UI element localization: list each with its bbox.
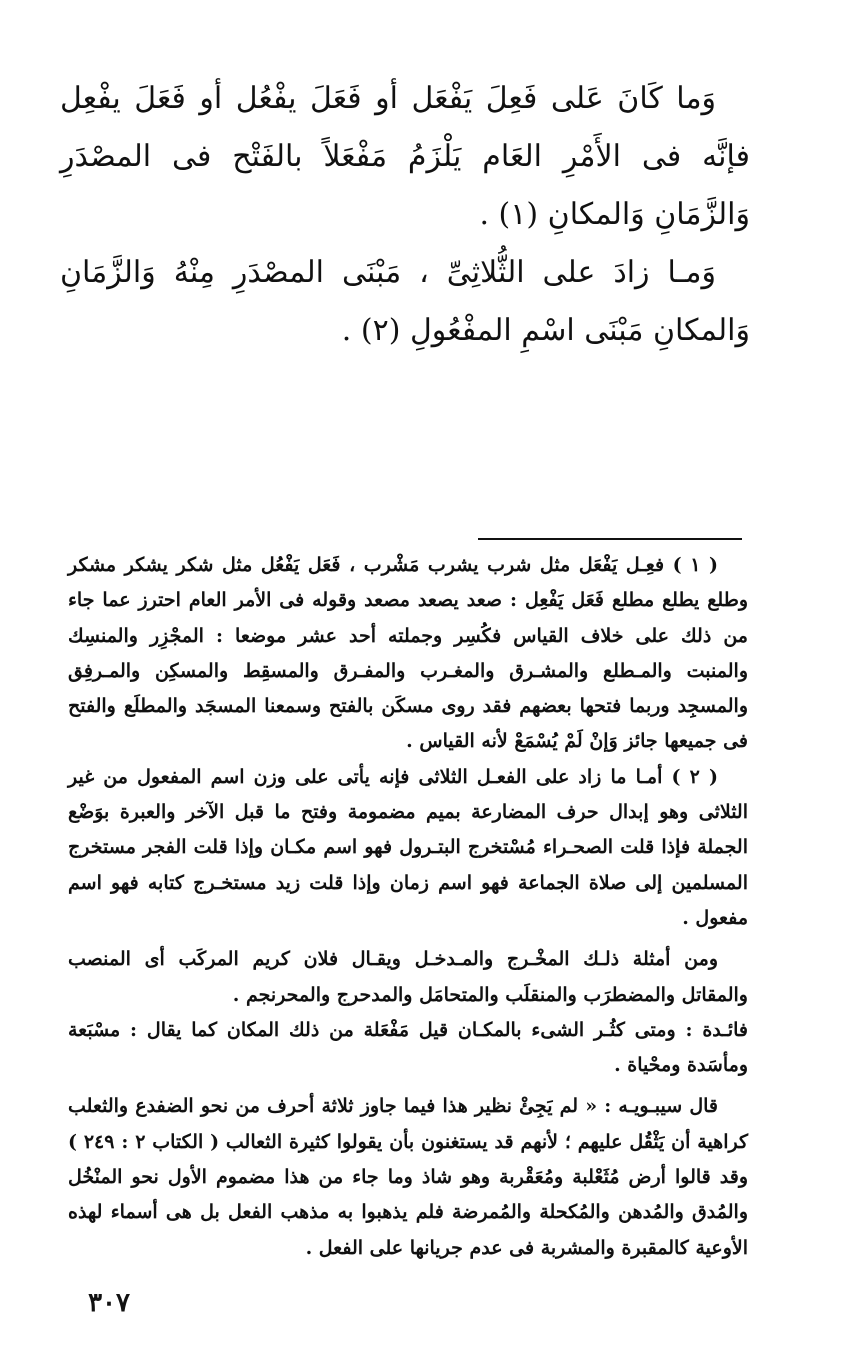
footnote-2: ( ٢ ) أمـا ما زاد على الفعـل الثلاثى فإنه يأتى على وزن اسم المفعول من غير الثلاثى وهو إبدال حرف المضارعة بميم مضمومة وفتح ما قبل الآخر والعبرة بوَضْع الجملة فإذا قلت الصحـراء مُسْتخرج البتـرول فهو اسم مكـان وإذا قلت الفجر مستخرج المسلمين إلى صلاة الجماعة فهو اسم زمان وإذا قلت زيد مستخـرج كتابه فهو اسم مفعول . <box>68 765 748 929</box>
footnote-2-examples: ومن أمثلة ذلـك المخْـرج والمـدخـل ويقـال فلان كريم المركَب أى المنصب والمقاتل والمضطرَب والمنقلَب والمتحامَل والمدحرج والمحرنجم . <box>68 948 748 1006</box>
footnote-2-sibawayh: قال سيبـويـه : « لم يَجِئْ نظير هذا فيما جاوز ثلاثة أحرف من نحو الضفدع والثعلب كراهية أن يَثْقُل عليهم ؛ لأنهم قد يستغنون بأن يقولوا كثيرة الثعالب ( الكتاب ٢ : ٢٤٩ ) وقد قالوا أرض مُثَعْلبة ومُعَقْربة وهو شاذ وما جاء من هذا مضموم الأول نحو المنْخُل والمُدق والمُدهن والمُكحلة والمُمرضة فلم يذهبوا به مذهب الفعل بل هى أسماء لهذه الأوعية كالمقبرة والمشربة فى عدم جريانها على الفعل . <box>68 1095 749 1259</box>
main-paragraph-1-period: . <box>479 197 489 232</box>
main-paragraph-2-period: . <box>341 313 352 348</box>
main-paragraph-2 <box>60 244 750 360</box>
main-paragraph-1-text: وَما كَانَ عَلى فَعِلَ يَفْعَل أو فَعَلَ يفْعُل أو فَعَلَ يفْعِل فإنَّه فى الأَمْرِ العَام يَلْزَمُ مَفْعَلاً بالفَتْح فى المصْدَرِ وَالزَّمَانِ وَالمكانِ <box>60 81 750 232</box>
footnote-2-benefit: فائـدة : ومتى كثُـر الشىء بالمكـان قيل مَفْعَلة من ذلك المكان كما يقال : مسْبَعة ومأسَدة ومحْياة . <box>68 1018 748 1077</box>
main-paragraph-2-text: وَمـا زادَ على الثُّلاثِىِّ ، مَبْنَى المصْدَرِ مِنْهُ وَالزَّمَانِ وَالمكانِ مَبْنَى اسْمِ المفْعُولِ <box>60 255 750 348</box>
main-text <box>60 70 750 360</box>
main-paragraph-1 <box>60 70 750 244</box>
page-number: ٣٠٧ <box>88 1288 130 1318</box>
footnote-ref-2: (٢) <box>360 313 401 348</box>
footnote-1: ( ١ ) فعِـل يَفْعَل مثل شرب يشرب مَشْرب ، فَعَل يَفْعُل مثل شكر يشكر مشكر وطلع يطلع مطلع فَعَل يَفْعِل : صعد يصعد مصعد وقوله فى الأمر العام احترز عما جاء من ذلك على خلاف القياس فكُسِر وجملته أحد عشر موضعا : المجْزِر والمنسِك والمنبت والمـطلع والمشـرق والمغـرب والمفـرق والمسقِط والمسكِن والمـرفِق والمسجِد وربما فتحها بعضهم فقد روى مسكَن بالفتح وسمعنا المسجَد والمطلَع والفتح فى جميعها جائز وَإنْ لَمْ يُسْمَعْ لأنه القياس . <box>68 554 748 753</box>
footnote-ref-1: (١) <box>498 197 539 232</box>
footnotes <box>68 548 748 1266</box>
footnote-separator <box>478 538 742 540</box>
